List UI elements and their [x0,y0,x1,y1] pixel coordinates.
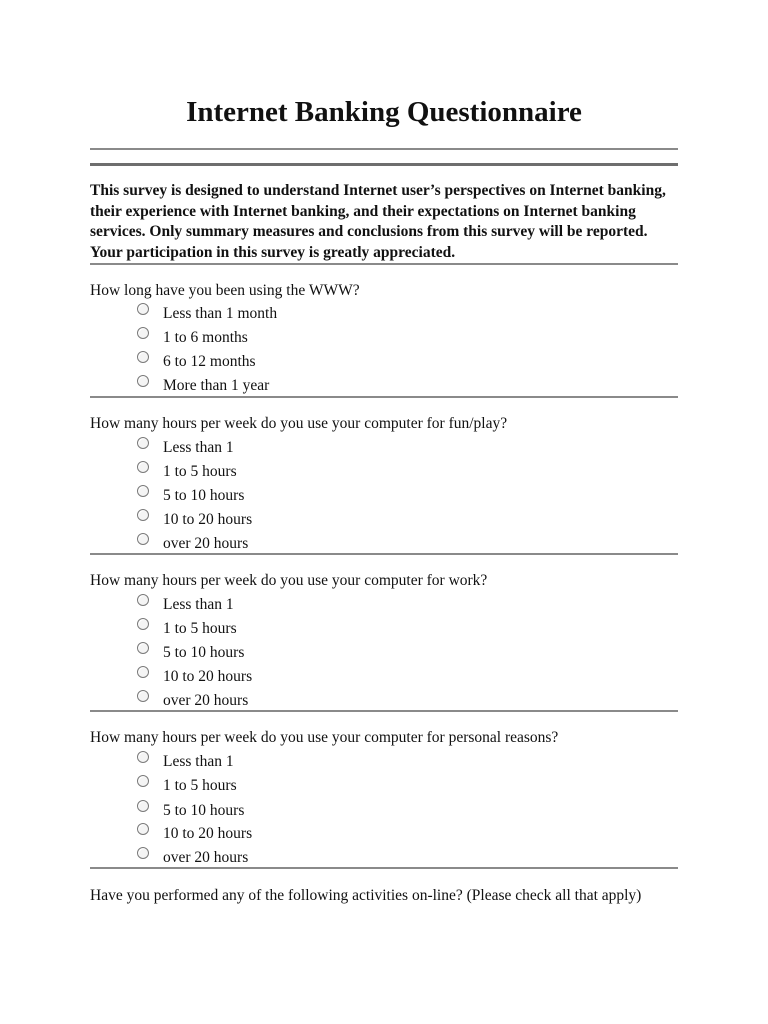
option-10-to-20-hours[interactable] [137,824,252,844]
option-label: Less than 1 [163,439,234,456]
radio-button[interactable] [137,303,149,315]
option-label: Less than 1 [163,753,234,770]
page-title: Internet Banking Questionnaire [186,96,582,128]
title-rule-bottom [90,163,678,166]
radio-button[interactable] [137,642,149,654]
option-label: over 20 hours [163,692,249,709]
option-label: Less than 1 [163,596,234,613]
option-1-to-6-months[interactable] [137,328,248,348]
option-label: over 20 hours [163,849,249,866]
option-more-than-1-year[interactable] [137,376,269,396]
option-label: 6 to 12 months [163,353,256,370]
option-10-to-20-hours[interactable] [137,510,252,530]
radio-button[interactable] [137,509,149,521]
option-over-20-hours[interactable] [137,848,248,868]
option-5-to-10-hours[interactable] [137,801,244,821]
radio-button[interactable] [137,751,149,763]
option-10-to-20-hours[interactable] [137,667,252,687]
intro-paragraph: This survey is designed to understand Internet user’s perspectives on Internet banking, their experience with Internet banking, and their expectations on Internet banking services. Only summary measures and conclusions from this survey will be reported. Your participation in this survey is greatly appreciated. [90,182,666,261]
question-text: How many hours per week do you use your computer for fun/play? [90,415,508,432]
radio-button[interactable] [137,618,149,630]
radio-button[interactable] [137,327,149,339]
option-5-to-10-hours[interactable] [137,486,244,506]
option-label: 10 to 20 hours [163,511,253,528]
question-divider [90,553,678,555]
option-label: 5 to 10 hours [163,487,245,504]
radio-button[interactable] [137,666,149,678]
option-label: 1 to 5 hours [163,620,237,637]
radio-button[interactable] [137,485,149,497]
option-less-than-1[interactable] [137,752,234,772]
radio-button[interactable] [137,775,149,787]
question-divider [90,710,678,712]
question-text: How many hours per week do you use your computer for personal reasons? [90,729,559,746]
option-label: More than 1 year [163,377,270,394]
option-6-to-12-months[interactable] [137,352,256,372]
radio-button[interactable] [137,437,149,449]
option-label: 1 to 6 months [163,329,248,346]
question-text: How many hours per week do you use your computer for work? [90,572,488,589]
radio-button[interactable] [137,823,149,835]
question-text: How long have you been using the WWW? [90,282,360,299]
option-label: 10 to 20 hours [163,825,253,842]
option-less-than-1[interactable] [137,595,234,615]
radio-button[interactable] [137,533,149,545]
option-5-to-10-hours[interactable] [137,643,244,663]
option-label: Less than 1 month [163,305,278,322]
radio-button[interactable] [137,351,149,363]
option-label: over 20 hours [163,535,249,552]
option-1-to-5-hours[interactable] [137,462,237,482]
intro-rule [90,263,678,265]
radio-button[interactable] [137,461,149,473]
option-less-than-1[interactable] [137,438,234,458]
question-text: Have you performed any of the following activities on-line? (Please check all that apply) [90,887,642,904]
option-label: 5 to 10 hours [163,802,245,819]
question-divider [90,867,678,869]
option-label: 5 to 10 hours [163,644,245,661]
radio-button[interactable] [137,690,149,702]
option-1-to-5-hours[interactable] [137,776,237,796]
radio-button[interactable] [137,847,149,859]
option-label: 10 to 20 hours [163,668,253,685]
option-label: 1 to 5 hours [163,777,237,794]
option-less-than-1-month[interactable] [137,304,277,324]
title-rule-top [90,148,678,150]
radio-button[interactable] [137,594,149,606]
option-label: 1 to 5 hours [163,463,237,480]
radio-button[interactable] [137,375,149,387]
option-1-to-5-hours[interactable] [137,619,237,639]
option-over-20-hours[interactable] [137,691,248,711]
radio-button[interactable] [137,800,149,812]
question-divider [90,396,678,398]
option-over-20-hours[interactable] [137,534,248,554]
